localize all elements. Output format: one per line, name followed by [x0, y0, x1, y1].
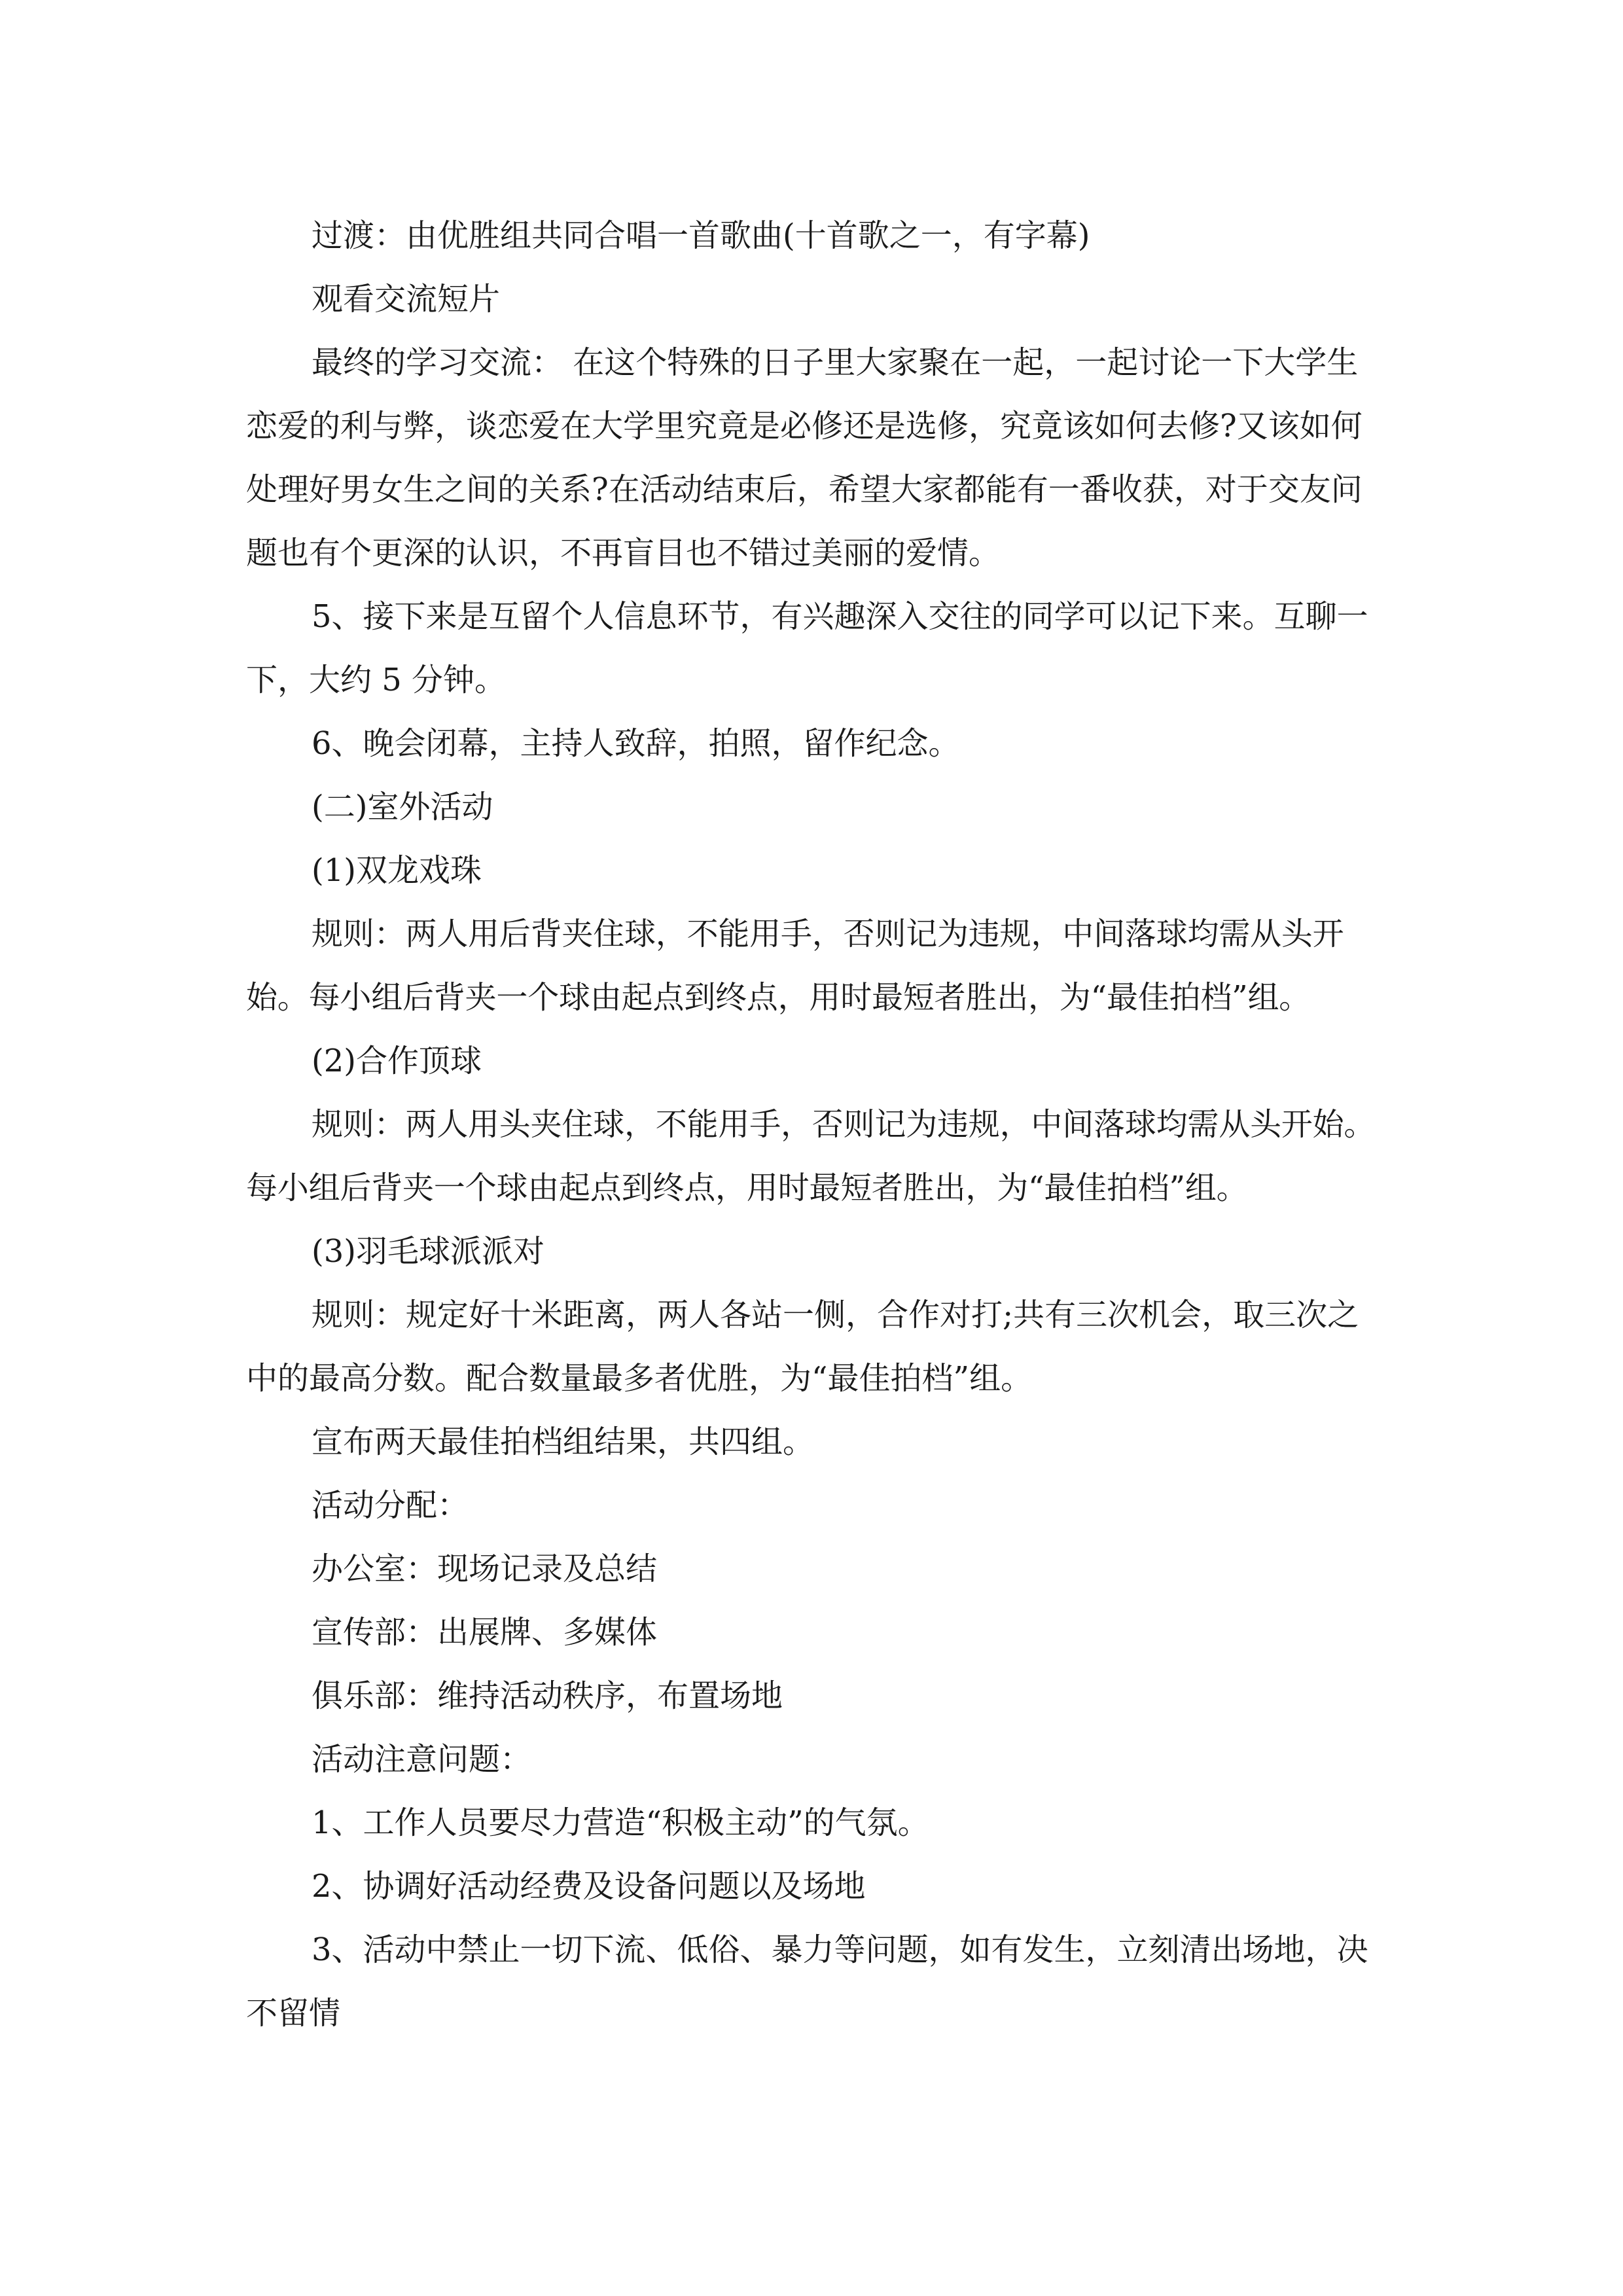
- document-body: [246, 204, 1380, 2045]
- paragraph-transition: 过渡：由优胜组共同合唱一首歌曲(十首歌之一，有字幕): [312, 217, 1090, 254]
- note-item-1: 1、工作人员要尽力营造“积极主动”的气氛。: [312, 1804, 929, 1841]
- assignment-club: 俱乐部：维持活动秩序，布置场地: [312, 1677, 783, 1714]
- paragraph-step-6: 6、晚会闭幕，主持人致辞，拍照，留作纪念。: [312, 725, 960, 762]
- paragraph-assignment-heading: 活动分配：: [312, 1487, 469, 1524]
- paragraph-final-exchange: 最终的学习交流： 在这个特殊的日子里大家聚在一起，一起讨论一下大学生恋爱的利与弊，谈恋爱在大学里究竟是必修还是选修，究竟该如何去修?又该如何处理好男女生之间的关系?在活动结束后，希望大家都能有一番收获，对于交友问题也有个更深的认识，不再盲目也不错过美丽的爱情。: [246, 344, 1363, 571]
- note-item-3: 3、活动中禁止一切下流、低俗、暴力等问题，如有发生，立刻清出场地，决不留情: [246, 1931, 1368, 2032]
- activity-title-2: (2)合作顶球: [312, 1043, 482, 1079]
- activity-rule-3: 规则：规定好十米距离，两人各站一侧，合作对打;共有三次机会，取三次之中的最高分数。配合数量最多者优胜，为“最佳拍档”组。: [246, 1297, 1359, 1397]
- paragraph-results: 宣布两天最佳拍档组结果，共四组。: [312, 1424, 815, 1460]
- note-item-2: 2、协调好活动经费及设备问题以及场地: [312, 1868, 866, 1905]
- section-heading-outdoor: (二)室外活动: [312, 789, 493, 825]
- paragraph-notes-heading: 活动注意问题：: [312, 1741, 532, 1778]
- activity-rule-1: 规则：两人用后背夹住球，不能用手，否则记为违规，中间落球均需从头开始。每小组后背夹一个球由起点到终点，用时最短者胜出，为“最佳拍档”组。: [246, 916, 1344, 1016]
- assignment-office: 办公室：现场记录及总结: [312, 1551, 658, 1587]
- paragraph-watch-short-film: 观看交流短片: [312, 281, 501, 317]
- activity-title-1: (1)双龙戏珠: [312, 852, 482, 889]
- activity-rule-2: 规则：两人用头夹住球，不能用手，否则记为违规，中间落球均需从头开始。每小组后背夹一个球由起点到终点，用时最短者胜出，为“最佳拍档”组。: [246, 1106, 1376, 1206]
- assignment-publicity: 宣传部：出展牌、多媒体: [312, 1614, 658, 1651]
- paragraph-step-5: 5、接下来是互留个人信息环节，有兴趣深入交往的同学可以记下来。互聊一下，大约 5 分钟。: [246, 598, 1368, 698]
- activity-title-3: (3)羽毛球派派对: [312, 1233, 544, 1270]
